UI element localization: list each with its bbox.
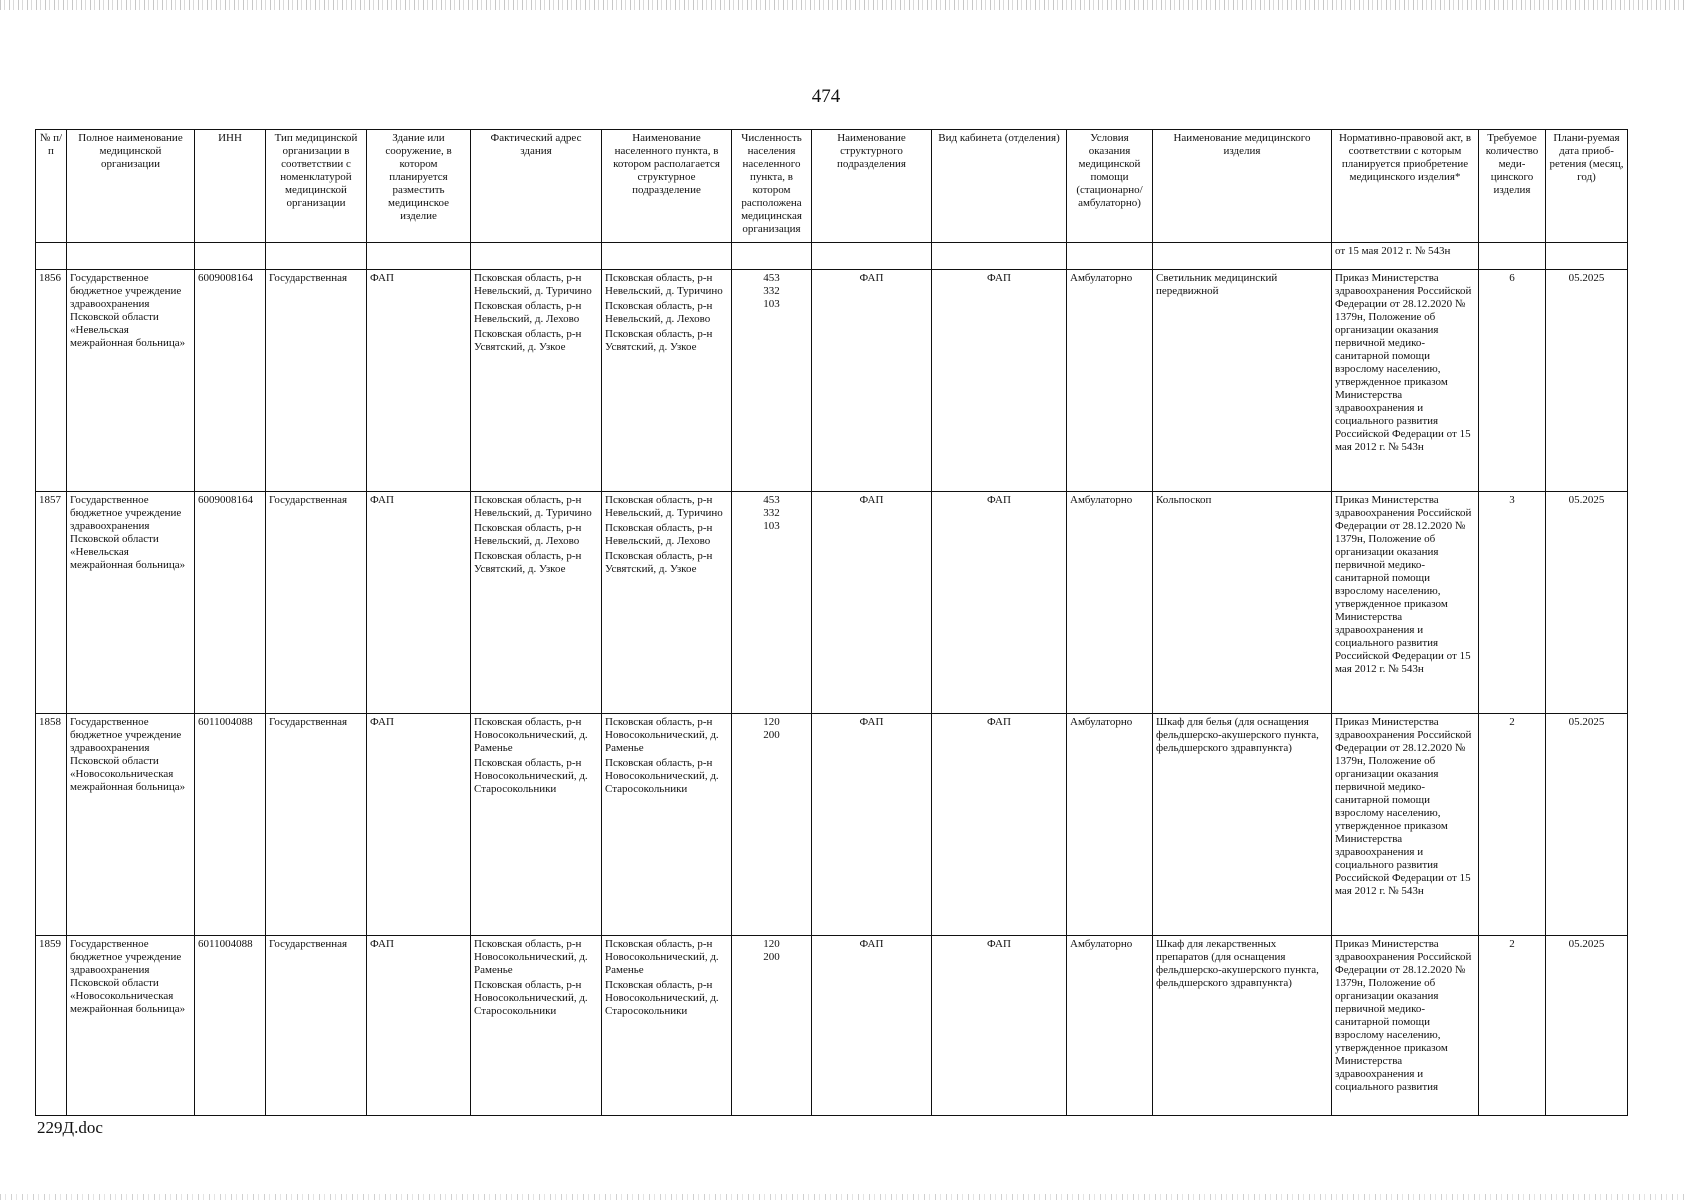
header-cell: Плани-руемая дата приоб-ретения (месяц, год) [1546, 130, 1628, 243]
header-cell: Условия оказания медицинской помощи (стационарно/ амбулаторно) [1067, 130, 1153, 243]
device-cell: Светильник медицинский передвижной [1153, 270, 1332, 492]
population-value: 120 [763, 716, 780, 728]
quantity-cell: 6 [1479, 270, 1546, 492]
population-cell [732, 492, 812, 714]
header-cell: Здание или сооружение, в котором планируется разместить медицинское изделие [367, 130, 471, 243]
population-value: 200 [763, 951, 780, 963]
header-cell: Нормативно-правовой акт, в соответствии с которым планируется приобретение медицинского изделия* [1332, 130, 1479, 243]
inn-cell: 6011004088 [195, 936, 266, 1116]
quantity-cell: 3 [1479, 492, 1546, 714]
population-value: 103 [763, 520, 780, 532]
quantity-cell: 2 [1479, 936, 1546, 1116]
device-cell: Кольпоскоп [1153, 492, 1332, 714]
address-entry: Псковская область, р-н Новосокольнический, д. Старосокольники [474, 979, 588, 1017]
table-row [36, 714, 1628, 936]
settlement-entry: Псковская область, р-н Новосокольнический, д. Раменье [605, 716, 719, 754]
building-cell: ФАП [367, 492, 471, 714]
address-entry: Псковская область, р-н Невельский, д. Туричино [474, 494, 592, 519]
conditions-cell: Амбулаторно [1067, 492, 1153, 714]
address-entry: Псковская область, р-н Усвятский, д. Узкое [474, 328, 582, 353]
cabinet-cell: ФАП [932, 936, 1067, 1116]
conditions-cell: Амбулаторно [1067, 714, 1153, 936]
population-value: 332 [763, 285, 780, 297]
building-cell: ФАП [367, 936, 471, 1116]
settlement-cell [602, 270, 732, 492]
settlement-entry: Псковская область, р-н Новосокольнический, д. Старосокольники [605, 979, 719, 1017]
inn-cell: 6011004088 [195, 714, 266, 936]
table-row [36, 492, 1628, 714]
header-cell: Полное наименование медицинской организации [67, 130, 195, 243]
continuation-act-cell: от 15 мая 2012 г. № 543н [1332, 243, 1479, 270]
building-cell: ФАП [367, 270, 471, 492]
address-cell [471, 936, 602, 1116]
subdivision-cell: ФАП [812, 714, 932, 936]
row-number: 1858 [36, 714, 67, 936]
cabinet-cell: ФАП [932, 492, 1067, 714]
header-cell: Наименование населенного пункта, в котором располагается структурное подразделение [602, 130, 732, 243]
scan-edge-bottom [0, 1194, 1686, 1200]
header-cell: Фактический адрес здания [471, 130, 602, 243]
act-cell: Приказ Министерства здравоохранения Российской Федерации от 28.12.2020 № 1379н, Положение об организации оказания первичной медико-санитарной помощи взрослому населению, утвержденное приказом Министерства здравоохранения и социального развития [1332, 936, 1479, 1116]
subdivision-cell: ФАП [812, 492, 932, 714]
header-row [36, 130, 1628, 243]
org-type-cell: Государственная [266, 492, 367, 714]
org-name-cell: Государственное бюджетное учреждение здравоохранения Псковской области «Невельская межрайонная больница» [67, 492, 195, 714]
device-cell: Шкаф для лекарственных препаратов (для оснащения фельдшерско-акушерского пункта, фельдшерского здравпункта) [1153, 936, 1332, 1116]
settlement-entry: Псковская область, р-н Невельский, д. Лехово [605, 522, 713, 547]
settlement-cell [602, 714, 732, 936]
population-value: 103 [763, 298, 780, 310]
org-type-cell: Государственная [266, 270, 367, 492]
population-value: 200 [763, 729, 780, 741]
population-value: 332 [763, 507, 780, 519]
building-cell: ФАП [367, 714, 471, 936]
header-cell: Численность населения населенного пункта, в котором расположена медицинская организация [732, 130, 812, 243]
cabinet-cell: ФАП [932, 714, 1067, 936]
subdivision-cell: ФАП [812, 936, 932, 1116]
row-number: 1856 [36, 270, 67, 492]
address-entry: Псковская область, р-н Невельский, д. Лехово [474, 522, 582, 547]
settlement-entry: Псковская область, р-н Новосокольнический, д. Старосокольники [605, 757, 719, 795]
address-cell [471, 270, 602, 492]
header-cell: Наименование структурного подразделения [812, 130, 932, 243]
header-cell: Вид кабинета (отделения) [932, 130, 1067, 243]
header-cell: Тип медицинской организации в соответствии с номенклатурой медицинской организации [266, 130, 367, 243]
population-cell [732, 714, 812, 936]
address-entry: Псковская область, р-н Невельский, д. Лехово [474, 300, 582, 325]
settlement-entry: Псковская область, р-н Усвятский, д. Узкое [605, 550, 713, 575]
settlement-entry: Псковская область, р-н Невельский, д. Туричино [605, 494, 723, 519]
org-type-cell: Государственная [266, 714, 367, 936]
settlement-entry: Псковская область, р-н Усвятский, д. Узкое [605, 328, 713, 353]
act-cell: Приказ Министерства здравоохранения Российской Федерации от 28.12.2020 № 1379н, Положение об организации оказания первичной медико-санитарной помощи взрослому населению, утвержденное приказом Министерства здравоохранения и социального развития Российской Федерации от 15 мая 2012 г. № 543н [1332, 714, 1479, 936]
date-cell: 05.2025 [1546, 270, 1628, 492]
row-number: 1857 [36, 492, 67, 714]
row-number: 1859 [36, 936, 67, 1116]
header-cell: ИНН [195, 130, 266, 243]
settlement-entry: Псковская область, р-н Невельский, д. Лехово [605, 300, 713, 325]
header-cell: Требуемое количество меди-цинского изделия [1479, 130, 1546, 243]
equipment-table [35, 129, 1628, 1116]
subdivision-cell: ФАП [812, 270, 932, 492]
act-cell: Приказ Министерства здравоохранения Российской Федерации от 28.12.2020 № 1379н, Положение об организации оказания первичной медико-санитарной помощи взрослому населению, утвержденное приказом Министерства здравоохранения и социального развития Российской Федерации от 15 мая 2012 г. № 543н [1332, 492, 1479, 714]
address-entry: Псковская область, р-н Новосокольнический, д. Раменье [474, 716, 588, 754]
inn-cell: 6009008164 [195, 270, 266, 492]
population-cell [732, 270, 812, 492]
settlement-entry: Псковская область, р-н Невельский, д. Туричино [605, 272, 723, 297]
org-name-cell: Государственное бюджетное учреждение здравоохранения Псковской области «Новосокольническая межрайонная больница» [67, 714, 195, 936]
address-entry: Псковская область, р-н Невельский, д. Туричино [474, 272, 592, 297]
device-cell: Шкаф для белья (для оснащения фельдшерско-акушерского пункта, фельдшерского здравпункта) [1153, 714, 1332, 936]
quantity-cell: 2 [1479, 714, 1546, 936]
inn-cell: 6009008164 [195, 492, 266, 714]
address-cell [471, 714, 602, 936]
cabinet-cell: ФАП [932, 270, 1067, 492]
address-cell [471, 492, 602, 714]
settlement-entry: Псковская область, р-н Новосокольнический, д. Раменье [605, 938, 719, 976]
conditions-cell: Амбулаторно [1067, 936, 1153, 1116]
table-row [36, 936, 1628, 1116]
scan-edge-top [0, 0, 1686, 10]
header-cell: № п/п [36, 130, 67, 243]
org-name-cell: Государственное бюджетное учреждение здравоохранения Псковской области «Невельская межрайонная больница» [67, 270, 195, 492]
address-entry: Псковская область, р-н Новосокольнический, д. Раменье [474, 938, 588, 976]
settlement-cell [602, 936, 732, 1116]
population-value: 453 [763, 494, 780, 506]
date-cell: 05.2025 [1546, 714, 1628, 936]
org-name-cell: Государственное бюджетное учреждение здравоохранения Псковской области «Новосокольническая межрайонная больница» [67, 936, 195, 1116]
table-row [36, 270, 1628, 492]
page-number: 474 [811, 86, 841, 107]
footer-filename: 229Д.doc [37, 1118, 103, 1137]
population-value: 453 [763, 272, 780, 284]
header-cell: Наименование медицинского изделия [1153, 130, 1332, 243]
date-cell: 05.2025 [1546, 492, 1628, 714]
date-cell: 05.2025 [1546, 936, 1628, 1116]
continuation-row [36, 243, 1628, 270]
population-cell [732, 936, 812, 1116]
address-entry: Псковская область, р-н Усвятский, д. Узкое [474, 550, 582, 575]
population-value: 120 [763, 938, 780, 950]
org-type-cell: Государственная [266, 936, 367, 1116]
act-cell: Приказ Министерства здравоохранения Российской Федерации от 28.12.2020 № 1379н, Положение об организации оказания первичной медико-санитарной помощи взрослому населению, утвержденное приказом Министерства здравоохранения и социального развития Российской Федерации от 15 мая 2012 г. № 543н [1332, 270, 1479, 492]
settlement-cell [602, 492, 732, 714]
address-entry: Псковская область, р-н Новосокольнический, д. Старосокольники [474, 757, 588, 795]
conditions-cell: Амбулаторно [1067, 270, 1153, 492]
